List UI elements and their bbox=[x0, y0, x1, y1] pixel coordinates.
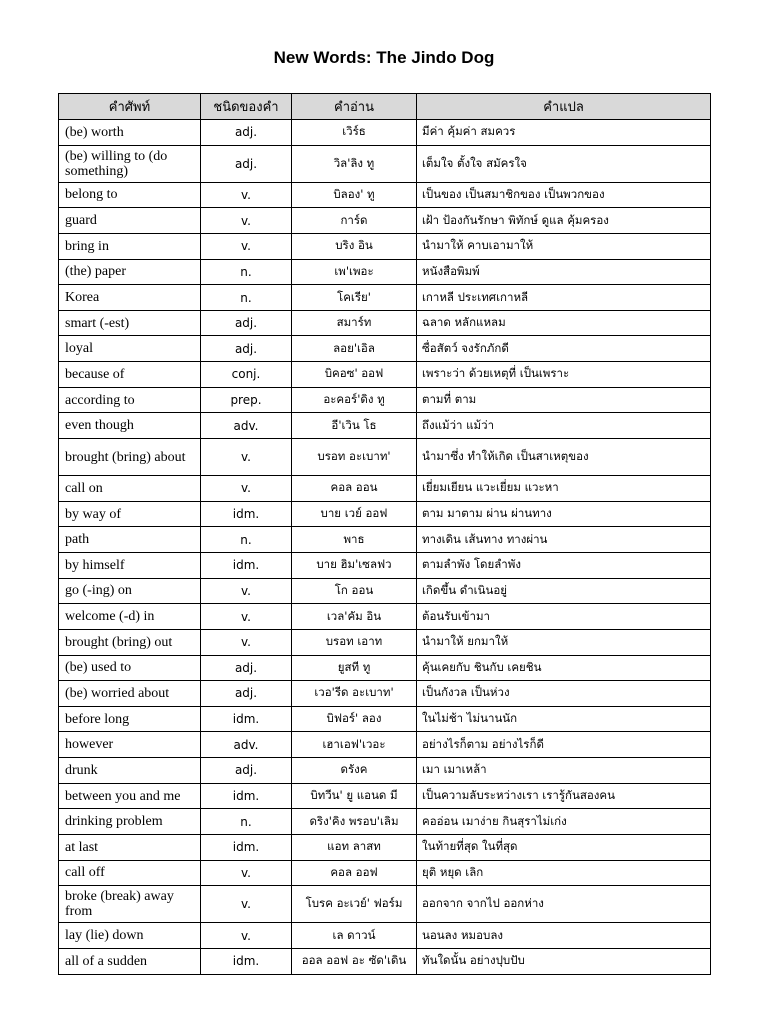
type-cell: v. bbox=[201, 182, 292, 208]
pronunciation-cell: เวอ'รีด อะเบาท' bbox=[292, 681, 417, 707]
table-row bbox=[59, 233, 711, 259]
word-cell: broke (break) away from bbox=[59, 886, 201, 923]
header-word: คำศัพท์ bbox=[59, 94, 201, 120]
meaning-cell: ในท้ายที่สุด ในที่สุด bbox=[417, 835, 711, 861]
pronunciation-cell: ยูสที ทู bbox=[292, 655, 417, 681]
word-cell: between you and me bbox=[59, 783, 201, 809]
word-cell: at last bbox=[59, 835, 201, 861]
type-cell: conj. bbox=[201, 362, 292, 388]
word-cell: by way of bbox=[59, 501, 201, 527]
table-row bbox=[59, 552, 711, 578]
word-cell: (the) paper bbox=[59, 259, 201, 285]
header-meaning: คำแปล bbox=[417, 94, 711, 120]
table-row bbox=[59, 860, 711, 886]
pronunciation-cell: เวล'คัม อิน bbox=[292, 604, 417, 630]
meaning-cell: เป็นความลับระหว่างเรา เรารู้กันสองคน bbox=[417, 783, 711, 809]
type-cell: prep. bbox=[201, 387, 292, 413]
header-pronunciation: คำอ่าน bbox=[292, 94, 417, 120]
type-cell: idm. bbox=[201, 706, 292, 732]
type-cell: adj. bbox=[201, 145, 292, 182]
pronunciation-cell: โบรค อะเวย์' ฟอร์ม bbox=[292, 886, 417, 923]
meaning-cell: ต้อนรับเข้ามา bbox=[417, 604, 711, 630]
word-cell: even though bbox=[59, 413, 201, 439]
word-cell: bring in bbox=[59, 233, 201, 259]
type-cell: v. bbox=[201, 233, 292, 259]
pronunciation-cell: อะคอร์'ดิง ทู bbox=[292, 387, 417, 413]
type-cell: n. bbox=[201, 285, 292, 311]
table-row bbox=[59, 336, 711, 362]
pronunciation-cell: เพ'เพอะ bbox=[292, 259, 417, 285]
meaning-cell: ตามที่ ตาม bbox=[417, 387, 711, 413]
meaning-cell: ในไม่ช้า ไม่นานนัก bbox=[417, 706, 711, 732]
word-cell: (be) used to bbox=[59, 655, 201, 681]
meaning-cell: นอนลง หมอบลง bbox=[417, 923, 711, 949]
pronunciation-cell: คอล ออน bbox=[292, 476, 417, 502]
vocabulary-table bbox=[58, 93, 711, 975]
table-row bbox=[59, 120, 711, 146]
type-cell: idm. bbox=[201, 501, 292, 527]
table-row bbox=[59, 655, 711, 681]
word-cell: by himself bbox=[59, 552, 201, 578]
type-cell: v. bbox=[201, 629, 292, 655]
meaning-cell: เกิดขึ้น ดำเนินอยู่ bbox=[417, 578, 711, 604]
table-row bbox=[59, 259, 711, 285]
pronunciation-cell: บริง อิน bbox=[292, 233, 417, 259]
pronunciation-cell: อี'เวิน โธ bbox=[292, 413, 417, 439]
type-cell: adj. bbox=[201, 758, 292, 784]
word-cell: according to bbox=[59, 387, 201, 413]
pronunciation-cell: บาย ฮิม'เซลฟว bbox=[292, 552, 417, 578]
meaning-cell: ออกจาก จากไป ออกห่าง bbox=[417, 886, 711, 923]
meaning-cell: คุ้นเคยกับ ชินกับ เคยชิน bbox=[417, 655, 711, 681]
pronunciation-cell: บรอท เอาท bbox=[292, 629, 417, 655]
type-cell: idm. bbox=[201, 835, 292, 861]
type-cell: v. bbox=[201, 439, 292, 476]
pronunciation-cell: บรอท อะเบาท' bbox=[292, 439, 417, 476]
meaning-cell: ซื่อสัตว์ จงรักภักดี bbox=[417, 336, 711, 362]
table-row bbox=[59, 413, 711, 439]
meaning-cell: เฝ้า ป้องกันรักษา พิทักษ์ ดูแล คุ้มครอง bbox=[417, 208, 711, 234]
pronunciation-cell: ดริง'คิง พรอบ'เลิม bbox=[292, 809, 417, 835]
pronunciation-cell: ดรังค bbox=[292, 758, 417, 784]
type-cell: v. bbox=[201, 604, 292, 630]
word-cell: before long bbox=[59, 706, 201, 732]
table-body bbox=[59, 120, 711, 975]
pronunciation-cell: ลอย'เอิล bbox=[292, 336, 417, 362]
meaning-cell: นำมาให้ คาบเอามาให้ bbox=[417, 233, 711, 259]
pronunciation-cell: โคเรีย' bbox=[292, 285, 417, 311]
meaning-cell: เต็มใจ ตั้งใจ สมัครใจ bbox=[417, 145, 711, 182]
meaning-cell: หนังสือพิมพ์ bbox=[417, 259, 711, 285]
table-row bbox=[59, 629, 711, 655]
pronunciation-cell: เฮาเอฟ'เวอะ bbox=[292, 732, 417, 758]
pronunciation-cell: คอล ออฟ bbox=[292, 860, 417, 886]
word-cell: go (-ing) on bbox=[59, 578, 201, 604]
page-title: New Words: The Jindo Dog bbox=[273, 48, 495, 67]
table-row bbox=[59, 362, 711, 388]
type-cell: adj. bbox=[201, 310, 292, 336]
word-cell: loyal bbox=[59, 336, 201, 362]
pronunciation-cell: แอท ลาสท bbox=[292, 835, 417, 861]
table-row bbox=[59, 182, 711, 208]
table-row bbox=[59, 145, 711, 182]
table-row bbox=[59, 285, 711, 311]
table-row bbox=[59, 732, 711, 758]
pronunciation-cell: บิคอซ' ออฟ bbox=[292, 362, 417, 388]
type-cell: idm. bbox=[201, 552, 292, 578]
meaning-cell: ทางเดิน เส้นทาง ทางผ่าน bbox=[417, 527, 711, 553]
word-cell: smart (-est) bbox=[59, 310, 201, 336]
table-row bbox=[59, 706, 711, 732]
word-cell: call off bbox=[59, 860, 201, 886]
meaning-cell: ทันใดนั้น อย่างปุบปับ bbox=[417, 948, 711, 974]
pronunciation-cell: โก ออน bbox=[292, 578, 417, 604]
table-row bbox=[59, 387, 711, 413]
type-cell: n. bbox=[201, 527, 292, 553]
word-cell: welcome (-d) in bbox=[59, 604, 201, 630]
meaning-cell: ถึงแม้ว่า แม้ว่า bbox=[417, 413, 711, 439]
table-row bbox=[59, 476, 711, 502]
type-cell: idm. bbox=[201, 783, 292, 809]
pronunciation-cell: สมาร์ท bbox=[292, 310, 417, 336]
word-cell: path bbox=[59, 527, 201, 553]
type-cell: n. bbox=[201, 809, 292, 835]
type-cell: adj. bbox=[201, 336, 292, 362]
type-cell: v. bbox=[201, 208, 292, 234]
type-cell: adj. bbox=[201, 120, 292, 146]
type-cell: v. bbox=[201, 476, 292, 502]
word-cell: brought (bring) out bbox=[59, 629, 201, 655]
word-cell: however bbox=[59, 732, 201, 758]
meaning-cell: เกาหลี ประเทศเกาหลี bbox=[417, 285, 711, 311]
type-cell: adv. bbox=[201, 413, 292, 439]
type-cell: v. bbox=[201, 860, 292, 886]
pronunciation-cell: เล ดาวน์ bbox=[292, 923, 417, 949]
type-cell: v. bbox=[201, 923, 292, 949]
table-row bbox=[59, 783, 711, 809]
pronunciation-cell: บิทวีน' ยู แอนด มี bbox=[292, 783, 417, 809]
table-row bbox=[59, 208, 711, 234]
meaning-cell: เยี่ยมเยียน แวะเยี่ยม แวะหา bbox=[417, 476, 711, 502]
table-row bbox=[59, 501, 711, 527]
meaning-cell: ฉลาด หลักแหลม bbox=[417, 310, 711, 336]
word-cell: belong to bbox=[59, 182, 201, 208]
word-cell: call on bbox=[59, 476, 201, 502]
pronunciation-cell: บิลอง' ทู bbox=[292, 182, 417, 208]
type-cell: n. bbox=[201, 259, 292, 285]
word-cell: Korea bbox=[59, 285, 201, 311]
table-header-row bbox=[59, 94, 711, 120]
word-cell: (be) worth bbox=[59, 120, 201, 146]
type-cell: adj. bbox=[201, 655, 292, 681]
word-cell: (be) worried about bbox=[59, 681, 201, 707]
type-cell: v. bbox=[201, 886, 292, 923]
meaning-cell: ยุติ หยุด เลิก bbox=[417, 860, 711, 886]
word-cell: brought (bring) about bbox=[59, 439, 201, 476]
word-cell: drinking problem bbox=[59, 809, 201, 835]
table-row bbox=[59, 923, 711, 949]
meaning-cell: คออ่อน เมาง่าย กินสุราไม่เก่ง bbox=[417, 809, 711, 835]
meaning-cell: เมา เมาเหล้า bbox=[417, 758, 711, 784]
table-row bbox=[59, 835, 711, 861]
pronunciation-cell: พาธ bbox=[292, 527, 417, 553]
pronunciation-cell: การ์ด bbox=[292, 208, 417, 234]
table-row bbox=[59, 681, 711, 707]
word-cell: lay (lie) down bbox=[59, 923, 201, 949]
pronunciation-cell: วิล'ลิง ทู bbox=[292, 145, 417, 182]
meaning-cell: นำมาซึ่ง ทำให้เกิด เป็นสาเหตุของ bbox=[417, 439, 711, 476]
type-cell: idm. bbox=[201, 948, 292, 974]
meaning-cell: มีค่า คุ้มค่า สมควร bbox=[417, 120, 711, 146]
meaning-cell: ตามลำพัง โดยลำพัง bbox=[417, 552, 711, 578]
type-cell: adv. bbox=[201, 732, 292, 758]
table-row bbox=[59, 758, 711, 784]
table-row bbox=[59, 578, 711, 604]
meaning-cell: ตาม มาตาม ผ่าน ผ่านทาง bbox=[417, 501, 711, 527]
meaning-cell: เป็นของ เป็นสมาชิกของ เป็นพวกของ bbox=[417, 182, 711, 208]
table-row bbox=[59, 809, 711, 835]
meaning-cell: อย่างไรก็ตาม อย่างไรก็ดี bbox=[417, 732, 711, 758]
meaning-cell: เพราะว่า ด้วยเหตุที่ เป็นเพราะ bbox=[417, 362, 711, 388]
word-cell: guard bbox=[59, 208, 201, 234]
header-type: ชนิดของคำ bbox=[201, 94, 292, 120]
table-row bbox=[59, 310, 711, 336]
pronunciation-cell: บิฟอร์' ลอง bbox=[292, 706, 417, 732]
type-cell: adj. bbox=[201, 681, 292, 707]
pronunciation-cell: เวิร์ธ bbox=[292, 120, 417, 146]
meaning-cell: เป็นกังวล เป็นห่วง bbox=[417, 681, 711, 707]
meaning-cell: นำมาให้ ยกมาให้ bbox=[417, 629, 711, 655]
table-row bbox=[59, 604, 711, 630]
pronunciation-cell: บาย เวย์ ออฟ bbox=[292, 501, 417, 527]
table-row bbox=[59, 948, 711, 974]
table-row bbox=[59, 439, 711, 476]
table-row bbox=[59, 527, 711, 553]
pronunciation-cell: ออล ออฟ อะ ซัด'เดิน bbox=[292, 948, 417, 974]
word-cell: drunk bbox=[59, 758, 201, 784]
word-cell: because of bbox=[59, 362, 201, 388]
table-row bbox=[59, 886, 711, 923]
word-cell: all of a sudden bbox=[59, 948, 201, 974]
type-cell: v. bbox=[201, 578, 292, 604]
word-cell: (be) willing to (do something) bbox=[59, 145, 201, 182]
